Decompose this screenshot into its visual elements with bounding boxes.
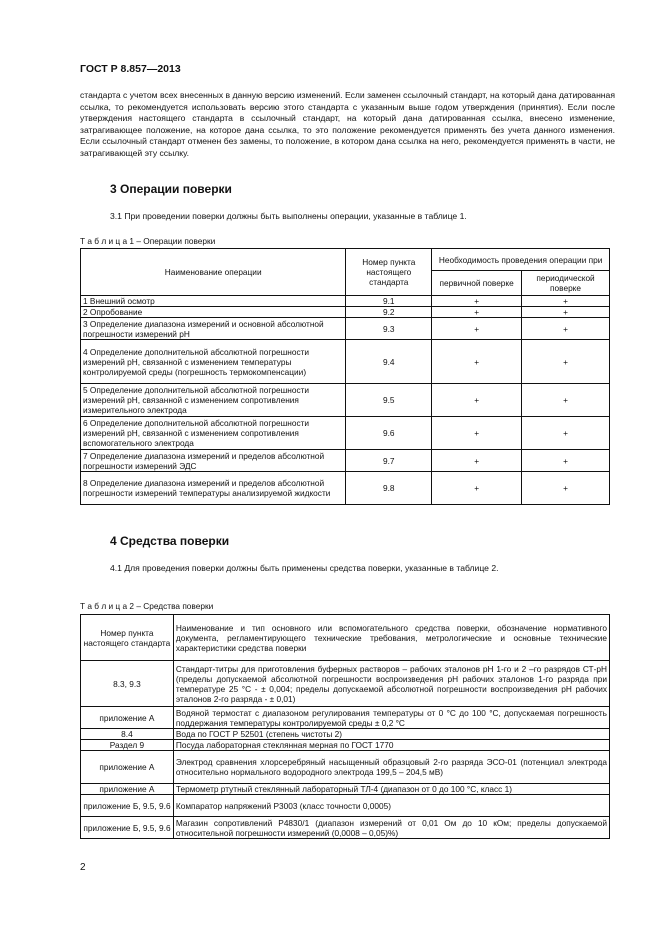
t1-header-need: Необходимость проведения операции при bbox=[432, 249, 610, 271]
t1-cell-periodic: + bbox=[522, 318, 610, 340]
table-2-caption: Т а б л и ц а 2 – Средства поверки bbox=[80, 601, 214, 611]
t2-cell-num: 8.3, 9.3 bbox=[81, 661, 174, 707]
table-1-row bbox=[81, 296, 610, 307]
t1-cell-name: 1 Внешний осмотр bbox=[81, 296, 346, 307]
t2-cell-num: приложение А bbox=[81, 751, 174, 784]
t1-cell-name: 5 Определение дополнительной абсолютной погрешности измерений рН, связанной с изменением сопротивления измерительного электрода bbox=[81, 384, 346, 417]
t2-cell-desc: Термометр ртутный стеклянный лабораторный ТЛ-4 (диапазон от 0 до 100 °С, класс 1) bbox=[173, 784, 609, 795]
t2-cell-desc: Компаратор напряжений Р3003 (класс точности 0,0005) bbox=[173, 795, 609, 817]
t1-cell-periodic: + bbox=[522, 307, 610, 318]
t1-cell-num: 9.7 bbox=[346, 450, 432, 472]
table-1-row bbox=[81, 450, 610, 472]
t1-cell-name: 4 Определение дополнительной абсолютной погрешности измерений рН, связанной с изменением температуры контролируемой среды (погрешность термокомпенсации) bbox=[81, 340, 346, 384]
t1-header-name: Наименование операции bbox=[81, 249, 346, 296]
t1-cell-num: 9.2 bbox=[346, 307, 432, 318]
t1-cell-num: 9.5 bbox=[346, 384, 432, 417]
table-2-row bbox=[81, 740, 610, 751]
table-1-row bbox=[81, 307, 610, 318]
t2-cell-num: приложение Б, 9.5, 9.6 bbox=[81, 795, 174, 817]
t1-cell-primary: + bbox=[432, 318, 522, 340]
intro-paragraph: стандарта с учетом всех внесенных в данную версию изменений. Если заменен ссылочный стандарт, на который дана датированная ссылка, то рекомендуется использовать версию этого стандарта с указанным выше годом утверждения (принятия). Если после утверждения настоящего стандарта в ссылочный стандарт, на который дана датированная ссылка, внесено изменение, затрагивающее положение, на которое дана ссылка, то это положение рекомендуется применять без учета данного изменения. Если ссылочный стандарт отменен без замены, то положение, в котором дана ссылка на него, рекомендуется применять в части, не затрагивающей эту ссылку. bbox=[80, 90, 615, 158]
t2-cell-desc: Электрод сравнения хлорсеребряный насыщенный образцовый 2-го разряда ЭСО-01 (потенциал электрода относительно нормального водородного электрода 199,5 – 204,5 мВ) bbox=[173, 751, 609, 784]
t2-cell-desc: Вода по ГОСТ Р 52501 (степень чистоты 2) bbox=[173, 729, 609, 740]
table-2-row bbox=[81, 707, 610, 729]
t2-cell-num: Раздел 9 bbox=[81, 740, 174, 751]
table-2-row bbox=[81, 784, 610, 795]
t2-cell-desc: Магазин сопротивлений Р4830/1 (диапазон измерений от 0,01 Ом до 10 кОм; пределы допускаемой относительной погрешности измерений (0,0008 – 0,05)%) bbox=[173, 817, 609, 839]
table-1-row bbox=[81, 417, 610, 450]
t1-cell-name: 2 Опробование bbox=[81, 307, 346, 318]
document-header: ГОСТ Р 8.857—2013 bbox=[80, 63, 181, 75]
table-2-row bbox=[81, 795, 610, 817]
t1-cell-primary: + bbox=[432, 384, 522, 417]
t2-cell-num: 8.4 bbox=[81, 729, 174, 740]
t1-cell-periodic: + bbox=[522, 296, 610, 307]
t1-cell-name: 3 Определение диапазона измерений и основной абсолютной погрешности измерений рН bbox=[81, 318, 346, 340]
t2-header-num: Номер пункта настоящего стандарта bbox=[81, 615, 174, 661]
page-number: 2 bbox=[80, 862, 86, 873]
table-1-row bbox=[81, 340, 610, 384]
table-2-row bbox=[81, 751, 610, 784]
t1-cell-periodic: + bbox=[522, 450, 610, 472]
t1-cell-primary: + bbox=[432, 340, 522, 384]
t1-cell-primary: + bbox=[432, 472, 522, 505]
section-4-title: 4 Средства поверки bbox=[110, 534, 230, 548]
table-1 bbox=[80, 248, 610, 505]
t1-cell-primary: + bbox=[432, 450, 522, 472]
t1-cell-periodic: + bbox=[522, 384, 610, 417]
t2-cell-num: приложение А bbox=[81, 784, 174, 795]
t1-cell-num: 9.3 bbox=[346, 318, 432, 340]
section-3-title: 3 Операции поверки bbox=[110, 182, 232, 196]
t1-cell-name: 8 Определение диапазона измерений и пределов абсолютной погрешности измерений температуры анализируемой жидкости bbox=[81, 472, 346, 505]
t1-cell-num: 9.8 bbox=[346, 472, 432, 505]
table-1-row bbox=[81, 472, 610, 505]
table-1-row bbox=[81, 318, 610, 340]
table-2-row bbox=[81, 817, 610, 839]
table-2-row bbox=[81, 729, 610, 740]
t1-header-primary: первичной поверке bbox=[432, 271, 522, 296]
t2-header-desc: Наименование и тип основного или вспомогательного средства поверки, обозначение нормативного документа, регламентирующего технические требования, метрологические и основные технические характеристики средства поверки bbox=[173, 615, 609, 661]
t1-header-periodic: периодической поверке bbox=[522, 271, 610, 296]
t1-cell-num: 9.1 bbox=[346, 296, 432, 307]
t1-cell-primary: + bbox=[432, 296, 522, 307]
t2-cell-desc: Посуда лабораторная стеклянная мерная по ГОСТ 1770 bbox=[173, 740, 609, 751]
table-1-caption: Т а б л и ц а 1 – Операции поверки bbox=[80, 236, 216, 246]
t1-cell-primary: + bbox=[432, 417, 522, 450]
t1-cell-periodic: + bbox=[522, 417, 610, 450]
section-3-text: 3.1 При проведении поверки должны быть выполнены операции, указанные в таблице 1. bbox=[110, 211, 467, 221]
t1-cell-num: 9.4 bbox=[346, 340, 432, 384]
table-2 bbox=[80, 614, 610, 839]
t1-cell-num: 9.6 bbox=[346, 417, 432, 450]
section-4-text: 4.1 Для проведения поверки должны быть применены средства поверки, указанные в таблице 2. bbox=[110, 563, 499, 573]
t2-cell-num: приложение А bbox=[81, 707, 174, 729]
table-1-row bbox=[81, 384, 610, 417]
t1-cell-name: 6 Определение дополнительной абсолютной погрешности измерений рН, связанной с изменением сопротивления вспомогательного электрода bbox=[81, 417, 346, 450]
t1-header-num: Номер пункта настоящего стандарта bbox=[346, 249, 432, 296]
t2-cell-num: приложение Б, 9.5, 9.6 bbox=[81, 817, 174, 839]
t1-cell-periodic: + bbox=[522, 472, 610, 505]
t1-cell-periodic: + bbox=[522, 340, 610, 384]
t2-cell-desc: Водяной термостат с диапазоном регулирования температуры от 0 °С до 100 °С, допускаемая погрешность поддержания температуры контролируемой среды ± 0,2 °С bbox=[173, 707, 609, 729]
table-2-row bbox=[81, 661, 610, 707]
t2-cell-desc: Стандарт-титры для приготовления буферных растворов – рабочих эталонов рН 1-го и 2 –го разрядов СТ-рН (пределы допускаемой абсолютной погрешности воспроизведения рН рабочих эталонов 1-го разряда при температуре 25 °С - ± 0,004; пределы допускаемой абсолютной погрешности воспроизведения рН рабочих эталонов 2-го разряда - ± 0,01) bbox=[173, 661, 609, 707]
t1-cell-name: 7 Определение диапазона измерений и пределов абсолютной погрешности измерений ЭДС bbox=[81, 450, 346, 472]
t1-cell-primary: + bbox=[432, 307, 522, 318]
